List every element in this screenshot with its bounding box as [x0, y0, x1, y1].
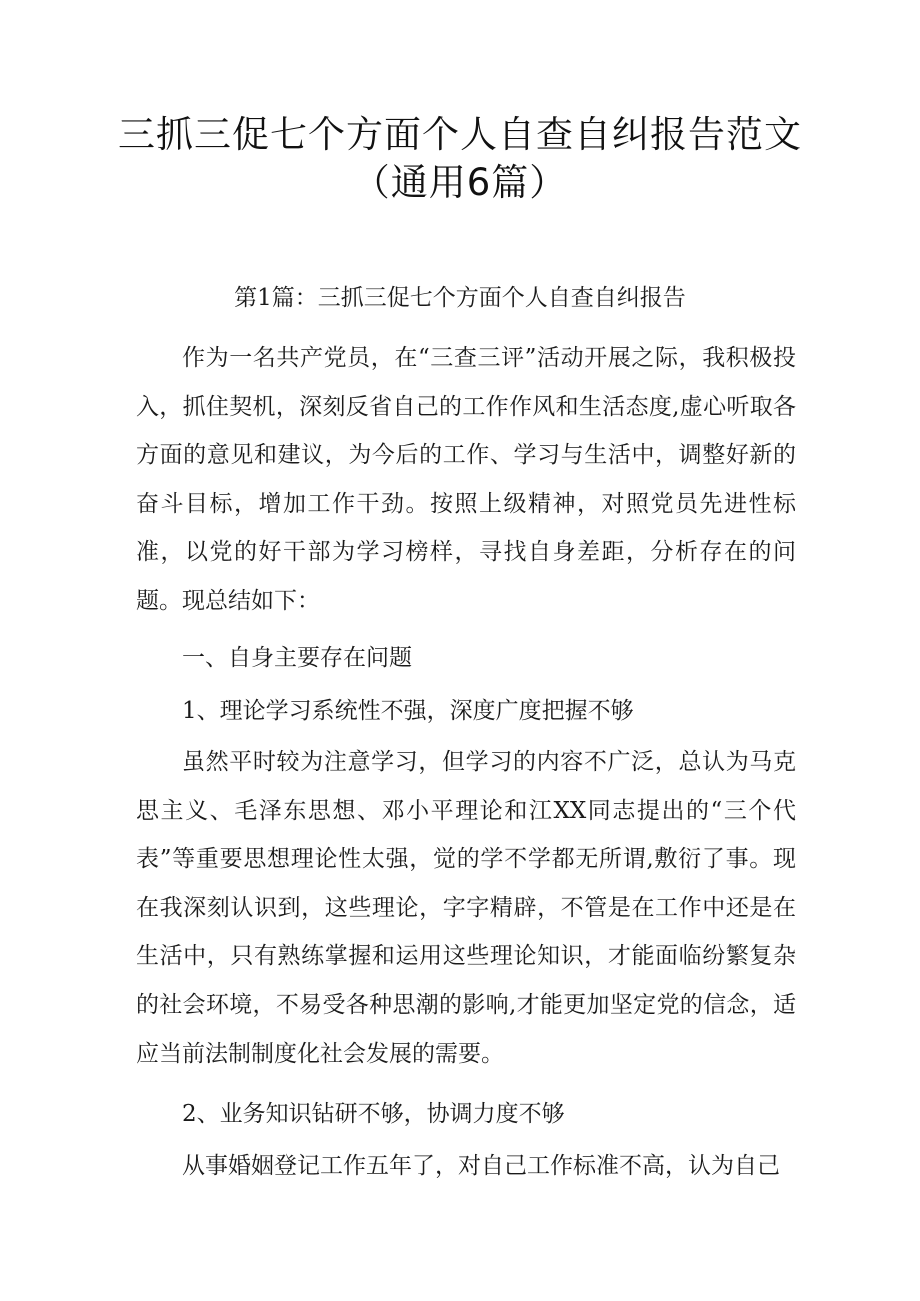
document-title-line-1: 三抓三促七个方面个人自查自纠报告范文 — [118, 113, 802, 156]
heading-business-knowledge: 2、业务知识钻研不够，协调力度不够 — [182, 1101, 565, 1127]
section-title: 第1篇：三抓三促七个方面个人自查自纠报告 — [234, 285, 686, 311]
business-knowledge-paragraph: 从事婚姻登记工作五年了，对自己工作标准不高，认为自己 — [182, 1153, 780, 1179]
heading-main-problems: 一、自身主要存在问题 — [182, 645, 412, 671]
intro-paragraph: 作为一名共产党员，在“三查三评”活动开展之际，我积极投入，抓住契机，深刻反省自己的工作作风和生活态度,虚心听取各方面的意见和建议，为今后的工作、学习与生活中，调整好新的奋斗目标，增加工作干劲。按照上级精神，对照党员先进性标准，以党的好干部为学习榜样，寻找自身差距，分析存在的问题。现总结如下： — [136, 345, 796, 614]
heading-theory-study: 1、理论学习系统性不强，深度广度把握不够 — [182, 698, 634, 724]
theory-study-paragraph: 虽然平时较为注意学习，但学习的内容不广泛，总认为马克思主义、毛泽东思想、邓小平理论和江XX同志提出的“三个代表”等重要思想理论性太强，觉的学不学都无所谓,敷衍了事。现在我深刻认识到，这些理论，字字精辟，不管是在工作中还是在生活中，只有熟练掌握和运用这些理论知识，才能面临纷繁复杂的社会环境，不易受各种思潮的影响,才能更加坚定党的信念，适应当前法制制度化社会发展的需要。 — [136, 749, 796, 1067]
document-title-line-2: （通用6篇） — [352, 161, 568, 204]
